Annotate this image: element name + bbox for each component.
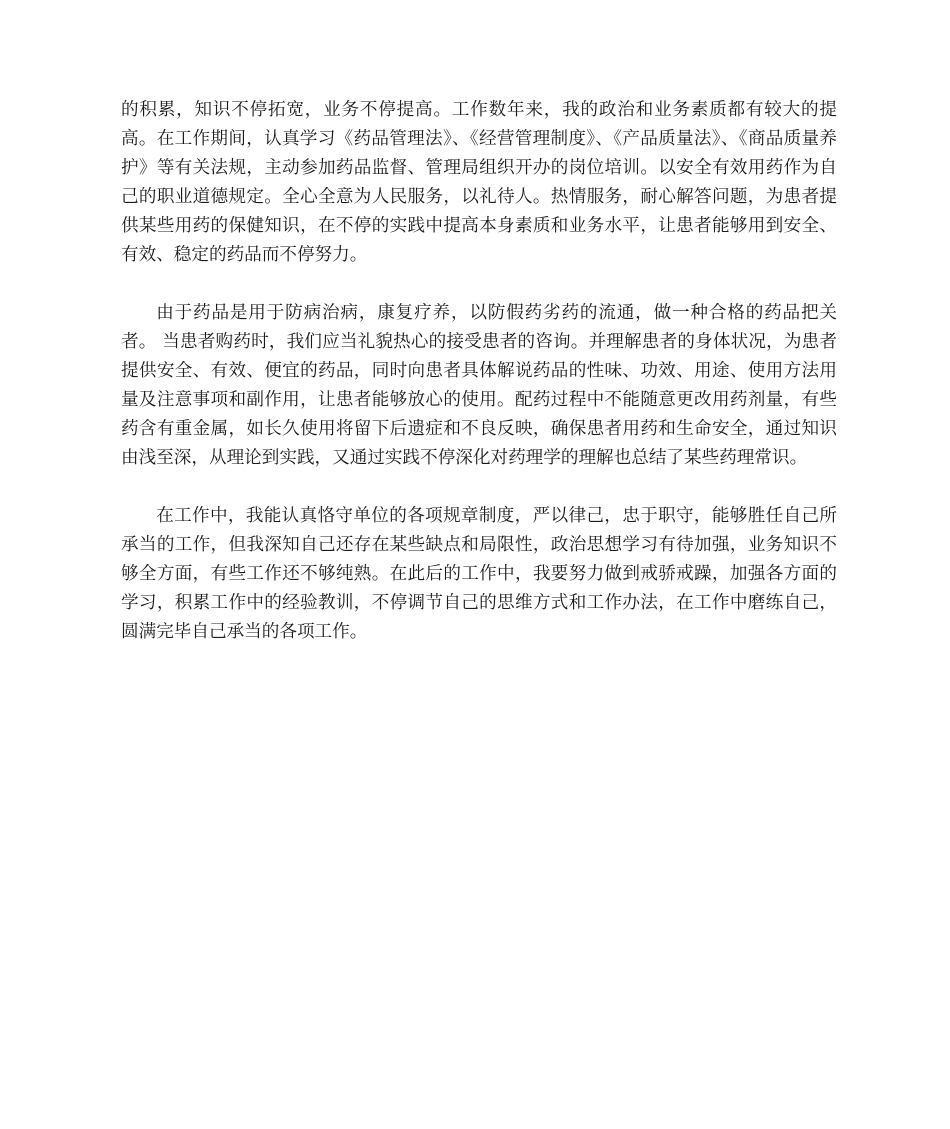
paragraph-1: 的积累，知识不停拓宽，业务不停提高。工作数年来，我的政治和业务素质都有较大的提高。在工作期间，认真学习《药品管理法》、《经营管理制度》、《产品质量法》、《商品质量养护》等有关法规，主动参加药品监督、管理局组织开办的岗位培训。以安全有效用药作为自己的职业道德规定。全心全意为人民服务，以礼待人。热情服务，耐心解答问题，为患者提供某些用药的保健知识，在不停的实践中提高本身素质和业务水平，让患者能够用到安全、有效、稳定的药品而不停努力。 <box>121 100 837 265</box>
paragraph-2: 由于药品是用于防病治病，康复疗养，以防假药劣药的流通，做一种合格的药品把关者。 当患者购药时，我们应当礼貌热心的接受患者的咨询。并理解患者的身体状况，为患者提供安全、有效、便宜的药品，同时向患者具体解说药品的性味、功效、用途、使用方法用量及注意事项和副作用，让患者能够放心的使用。配药过程中不能随意更改用药剂量，有些药含有重金属，如长久使用将留下后遗症和不良反映，确保患者用药和生命安全，通过知识由浅至深，从理论到实践，又通过实践不停深化对药理学的理解也总结了某些药理常识。 <box>121 303 837 468</box>
document-body <box>121 96 837 676</box>
paragraph-3: 在工作中，我能认真恪守单位的各项规章制度，严以律己，忠于职守，能够胜任自己所承当的工作，但我深知自己还存在某些缺点和局限性，政治思想学习有待加强，业务知识不够全方面，有些工作还不够纯熟。在此后的工作中，我要努力做到戒骄戒躁，加强各方面的学习，积累工作中的经验教训，不停调节自己的思维方式和工作办法，在工作中磨练自己，圆满完毕自己承当的各项工作。 <box>121 506 837 642</box>
